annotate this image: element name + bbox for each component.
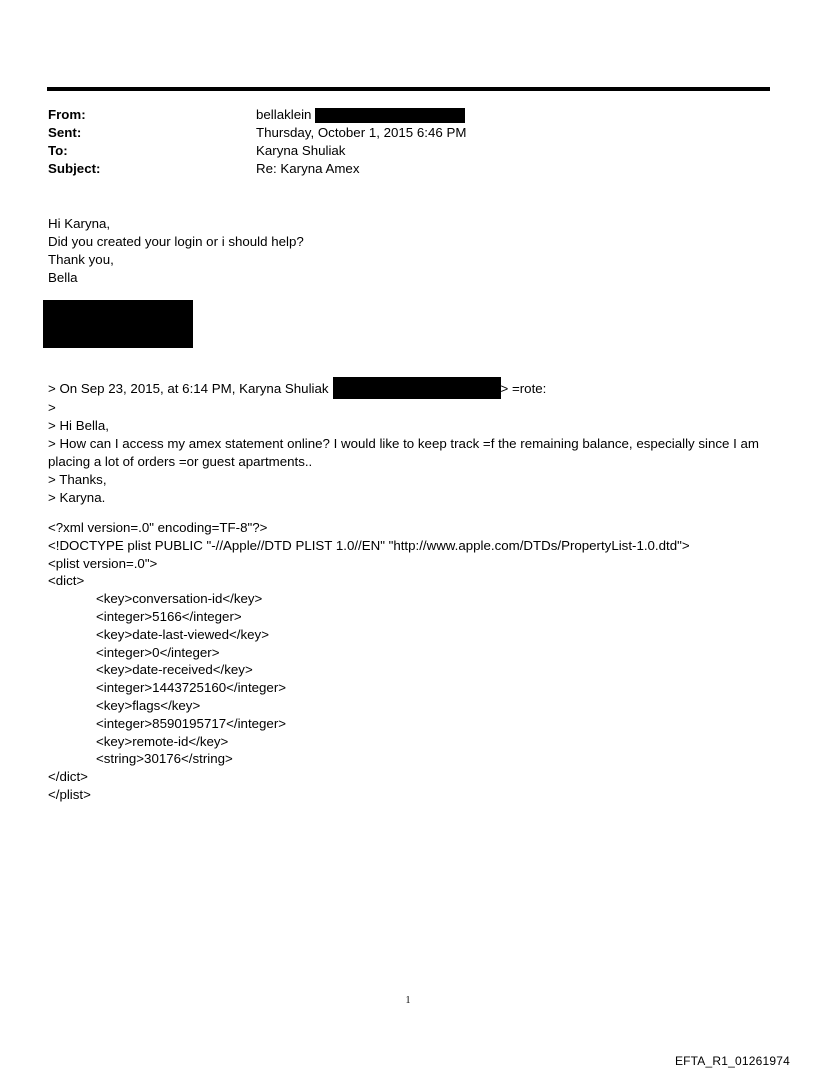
body-line: Bella xyxy=(48,270,78,285)
header-rule xyxy=(47,87,770,91)
quote-line: > How can I access my amex statement online? I would like to keep track =f the remaining balance, especially since I am xyxy=(48,436,759,451)
plist-line: <dict> xyxy=(48,573,85,589)
to-value: Karyna Shuliak xyxy=(256,143,346,158)
body-line: Hi Karyna, xyxy=(48,216,111,231)
plist-line: </plist> xyxy=(48,786,91,802)
to-label: To: xyxy=(48,143,68,158)
plist-line: <key>date-last-viewed</key> xyxy=(96,626,269,642)
redaction-box xyxy=(333,377,501,399)
redaction-box xyxy=(315,108,465,123)
plist-line: <key>flags</key> xyxy=(96,697,201,713)
plist-line: <integer>8590195717</integer> xyxy=(96,715,287,731)
plist-line: <plist version=.0"> xyxy=(48,555,158,571)
plist-line: <key>remote-id</key> xyxy=(96,733,229,749)
plist-xml-block xyxy=(48,519,768,804)
plist-line: <string>30176</string> xyxy=(96,751,233,767)
subject-label: Subject: xyxy=(48,161,101,176)
plist-line: </dict> xyxy=(48,769,88,785)
bates-number: EFTA_R1_01261974 xyxy=(674,1054,790,1068)
subject-value: Re: Karyna Amex xyxy=(256,161,360,176)
plist-line: <key>date-received</key> xyxy=(96,662,253,678)
quote-line: placing a lot of orders =or guest apartments.. xyxy=(48,454,313,469)
sent-value: Thursday, October 1, 2015 6:46 PM xyxy=(256,125,467,140)
quote-line: > Thanks, xyxy=(48,472,107,487)
page-number: 1 xyxy=(405,995,411,1006)
from-row xyxy=(48,106,768,124)
sent-row xyxy=(48,124,768,142)
email-header xyxy=(48,106,768,178)
from-value xyxy=(256,106,465,124)
plist-line: <!DOCTYPE plist PUBLIC "-//Apple//DTD PLIST 1.0//EN" "http://www.apple.com/DTDs/PropertyList-1.0.dtd"> xyxy=(48,537,690,553)
message-body xyxy=(48,215,304,287)
quote-line: > xyxy=(48,400,56,415)
subject-row xyxy=(48,160,768,178)
plist-line: <integer>0</integer> xyxy=(96,644,220,660)
to-row xyxy=(48,142,768,160)
plist-line: <key>conversation-id</key> xyxy=(96,591,263,607)
from-label: From: xyxy=(48,107,86,122)
body-line: Did you created your login or i should help? xyxy=(48,234,304,249)
quote-line: > Karyna. xyxy=(48,490,106,505)
sent-label: Sent: xyxy=(48,125,82,140)
quote-line: > Hi Bella, xyxy=(48,418,109,433)
body-line: Thank you, xyxy=(48,252,114,267)
plist-line: <?xml version=.0" encoding=TF-8"?> xyxy=(48,520,268,535)
plist-line: <integer>1443725160</integer> xyxy=(96,680,287,696)
quote-intro-suffix: > =rote: xyxy=(500,381,547,396)
signature-redaction-box xyxy=(43,300,193,348)
quote-intro-text: > On Sep 23, 2015, at 6:14 PM, Karyna Shuliak xyxy=(48,381,329,396)
plist-line: <integer>5166</integer> xyxy=(96,608,242,624)
quote-intro-line xyxy=(48,377,768,399)
from-name: bellaklein xyxy=(256,107,312,122)
quoted-message xyxy=(48,377,768,507)
